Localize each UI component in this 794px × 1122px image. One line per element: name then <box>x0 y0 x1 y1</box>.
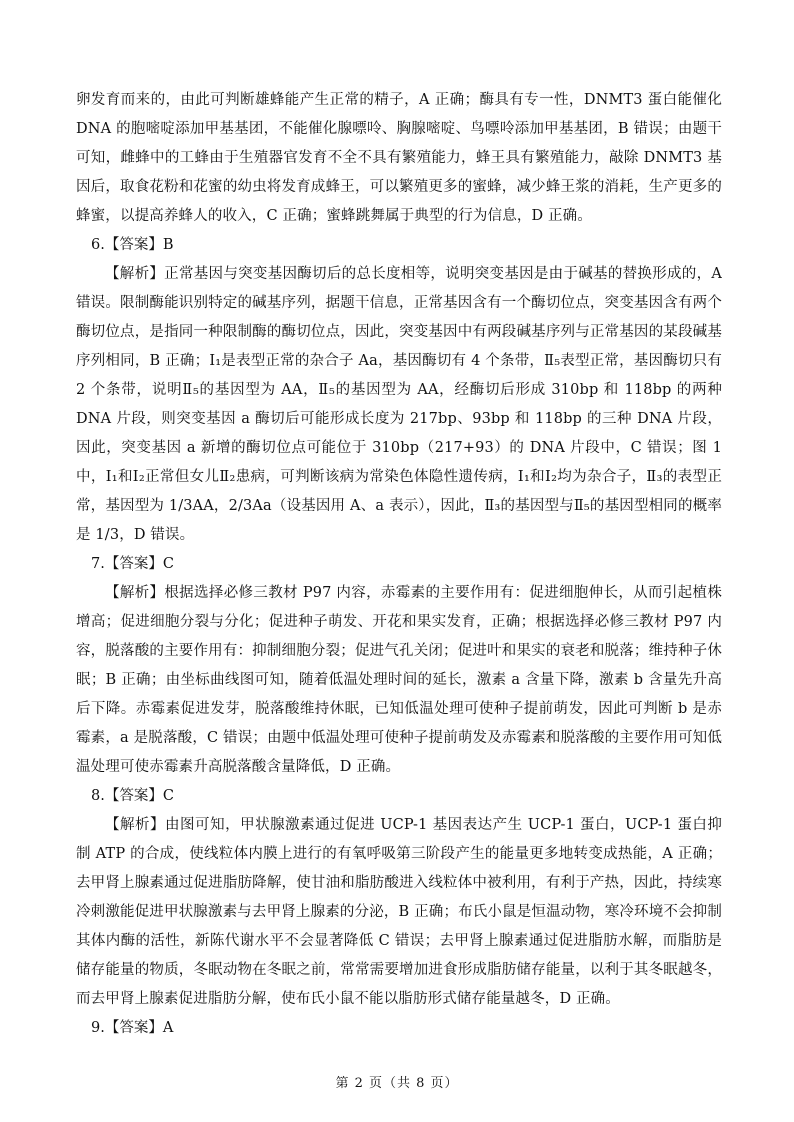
answer-line: 6.【答案】B <box>91 237 174 253</box>
explanation-paragraph: 【解析】正常基因与突变基因酶切后的总长度相等，说明突变基因是由于碱基的替换形成的，A 错误。限制酶能识别特定的碱基序列，据题干信息，正常基因含有一个酶切位点，突变基因含有两个酶切位点，是指同一种限制酶的酶切位点，因此，突变基因中有两段碱基序列与正常基因的某段碱基序列相同，B 正确；Ⅰ₁是表型正常的杂合子 Aa，基因酶切有 4 个条带，Ⅱ₅表型正常，基因酶切只有 2 个条带，说明Ⅱ₅的基因型为 AA，Ⅱ₅的基因型为 AA，经酶切后形成 310bp 和 118bp 的两种 DNA 片段，则突变基因 a 酶切后可能形成长度为 217bp、93bp 和 118bp 的三种 DNA 片段，因此，突变基因 a 新增的酶切位点可能位于 310bp（217+93）的 DNA 片段中，C 错误；图 1 中，Ⅰ₁和Ⅰ₂正常但女儿Ⅱ₂患病，可判断该病为常染色体隐性遗传病，Ⅰ₁和Ⅰ₂均为杂合子，Ⅱ₃的表型正常，基因型为 1/3AA，2/3Aa（设基因用 A、a 表示），因此，Ⅱ₃的基因型与Ⅱ₅的基因型相同的概率是 1/3，D 错误。 <box>76 266 722 543</box>
page-number-footer: 第 2 页（共 8 页） <box>335 1076 459 1091</box>
answer-line: 9.【答案】A <box>91 1020 174 1036</box>
answer-explanations <box>76 86 722 1043</box>
answer-line: 8.【答案】C <box>91 788 174 804</box>
explanation-paragraph: 卵发育而来的，由此可判断雄蜂能产生正常的精子，A 正确；酶具有专一性，DNMT3 蛋白能催化 DNA 的胞嘧啶添加甲基基团，不能催化腺嘌呤、胸腺嘧啶、鸟嘌呤添加甲基基团，B 错误；由题干可知，雌蜂中的工蜂由于生殖器官发育不全不具有繁殖能力，蜂王具有繁殖能力，敲除 DNMT3 基因后，取食花粉和花蜜的幼虫将发育成蜂王，可以繁殖更多的蜜蜂，减少蜂王浆的消耗，生产更多的蜂蜜，以提高养蜂人的收入，C 正确；蜜蜂跳舞属于典型的行为信息，D 正确。 <box>76 92 722 224</box>
explanation-paragraph: 【解析】根据选择必修三教材 P97 内容，赤霉素的主要作用有：促进细胞伸长，从而引起植株增高；促进细胞分裂与分化；促进种子萌发、开花和果实发育，正确；根据选择必修三教材 P97 内容，脱落酸的主要作用有：抑制细胞分裂；促进气孔关闭；促进叶和果实的衰老和脱落；维持种子休眠；B 正确；由坐标曲线图可知，随着低温处理时间的延长，激素 a 含量下降，激素 b 含量先升高后下降。赤霉素促进发芽，脱落酸维持休眠，已知低温处理可使种子提前萌发，因此可判断 b 是赤霉素，a 是脱落酸，C 错误；由题中低温处理可使种子提前萌发及赤霉素和脱落酸的主要作用可知低温处理可使赤霉素升高脱落酸含量降低，D 正确。 <box>76 585 722 775</box>
answer-line: 7.【答案】C <box>91 556 174 572</box>
explanation-paragraph: 【解析】由图可知，甲状腺激素通过促进 UCP-1 基因表达产生 UCP-1 蛋白，UCP-1 蛋白抑制 ATP 的合成，使线粒体内膜上进行的有氧呼吸第三阶段产生的能量更多地转变成热能，A 正确；去甲肾上腺素通过促进脂肪降解，使甘油和脂肪酸进入线粒体中被利用，有利于产热，因此，持续寒冷刺激能促进甲状腺激素与去甲肾上腺素的分泌，B 正确；布氏小鼠是恒温动物，寒冷环境不会抑制其体内酶的活性，新陈代谢水平不会显著降低 C 错误；去甲肾上腺素通过促进脂肪水解，而脂肪是储存能量的物质，冬眠动物在冬眠之前，常常需要增加进食形成脂肪储存能量，以利于其冬眠越冬，而去甲肾上腺素促进脂肪分解，使布氏小鼠不能以脂肪形式储存能量越冬，D 正确。 <box>76 817 722 1007</box>
